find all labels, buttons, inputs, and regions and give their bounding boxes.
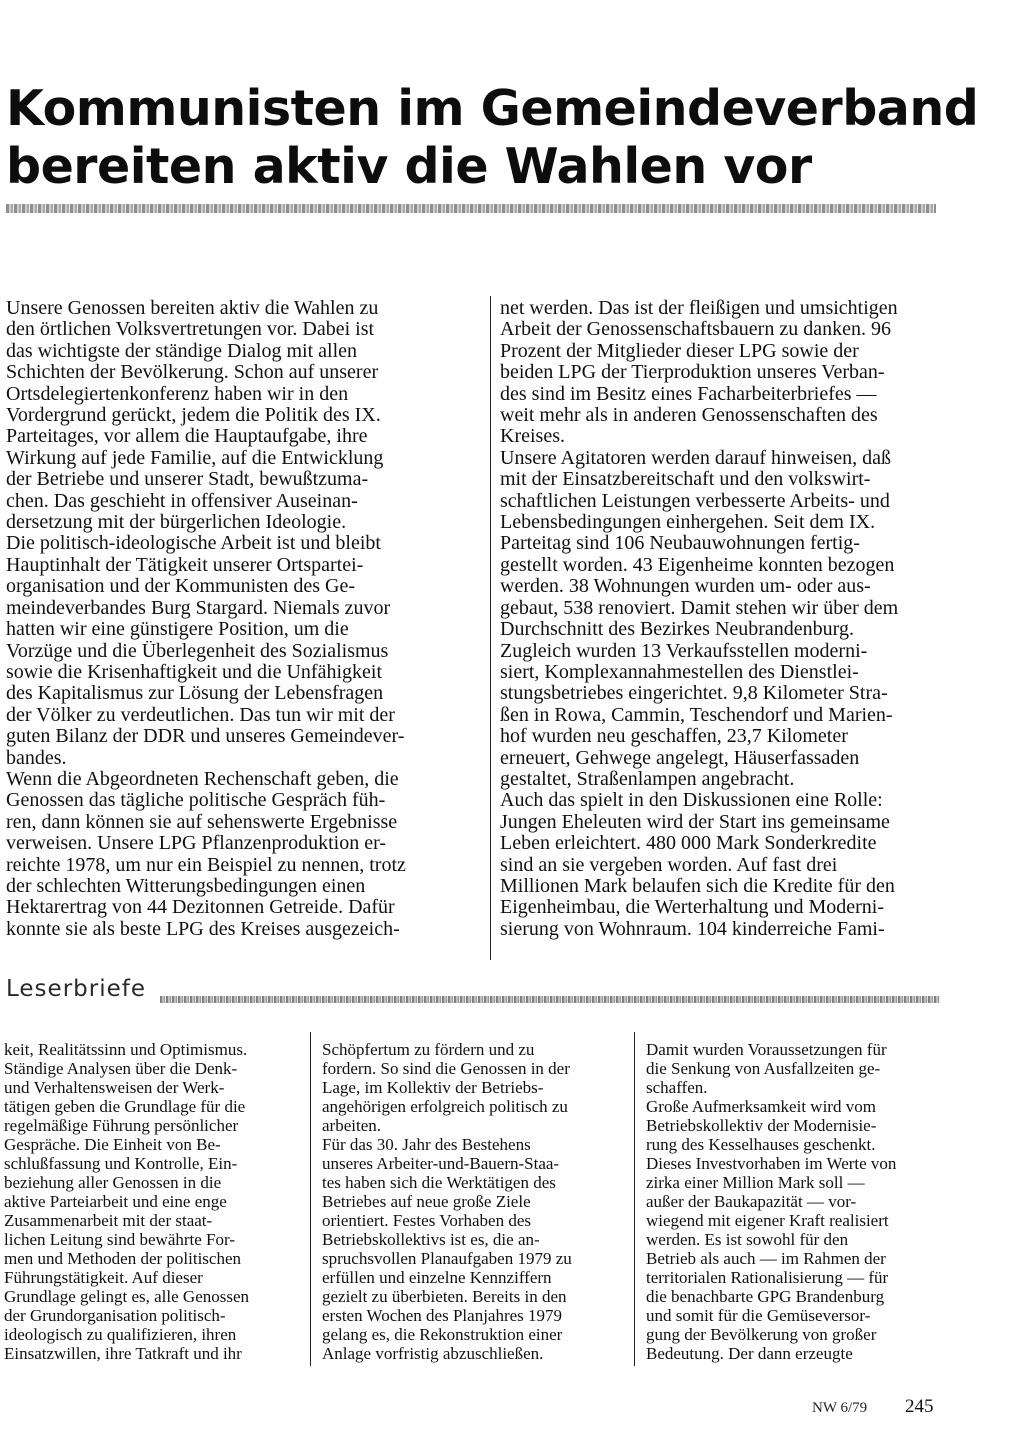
article-text-line: Parteitag sind 106 Neubauwohnungen fertig-: [500, 533, 860, 555]
article-column-left: [6, 298, 480, 940]
letter-text-line: gelang es, die Rekonstruktion einer: [322, 1325, 563, 1344]
article-text-line: chen. Das geschieht in offensiver Auseinan-: [6, 490, 358, 512]
article-text-line: der Betriebe und unserer Stadt, bewußtzuma-: [6, 469, 369, 491]
article-text-line: erneuert, Gehwege angelegt, Häuserfassaden: [500, 747, 860, 769]
article-text-line: der schlechten Witterungsbedingungen einen: [6, 875, 366, 897]
letter-text-line: erfüllen und einzelne Kennziffern: [322, 1268, 552, 1287]
article-text-line: Ortsdelegiertenkonferenz haben wir in den: [6, 383, 349, 405]
letter-text-line: Bedeutung. Der dann erzeugte: [646, 1344, 853, 1363]
letter-text-line: ideologisch zu qualifizieren, ihren: [4, 1325, 237, 1344]
article-text-line: Prozent der Mitglieder dieser LPG sowie der: [500, 340, 859, 362]
letter-text-line: unseres Arbeiter-und-Bauern-Staa-: [322, 1154, 560, 1173]
letter-text-line: Betriebes auf neue große Ziele: [322, 1192, 531, 1211]
article-text-line: Lebensbedingungen einhergehen. Seit dem IX.: [500, 512, 876, 534]
article-text-line: sierung von Wohnraum. 104 kinderreiche Fami-: [500, 918, 885, 940]
letter-text-line: rung des Kesselhauses geschenkt.: [646, 1135, 876, 1154]
letter-text-line: ersten Wochen des Planjahres 1979: [322, 1306, 563, 1325]
column-divider: [490, 296, 491, 960]
article-text-line: Unsere Agitatoren werden darauf hinweisen, daß: [500, 447, 891, 469]
article-text-line: der Völker zu verdeutlichen. Das tun wir mit der: [6, 704, 395, 726]
article-text-line: Vorzüge und die Überlegenheit des Sozialismus: [6, 640, 389, 662]
article-text-line: Jungen Eheleuten wird der Start ins gemeinsame: [500, 811, 890, 833]
article-text-line: dersetzung mit der bürgerlichen Ideologie.: [6, 512, 347, 534]
letters-column-3: [646, 1040, 938, 1363]
letter-text-line: arbeiten.: [322, 1116, 381, 1135]
article-text-line: Unsere Genossen bereiten aktiv die Wahlen zu: [6, 298, 379, 319]
article-text-line: des sind im Besitz eines Facharbeiterbriefes —: [500, 383, 877, 405]
page-number: 245: [905, 1396, 934, 1417]
letter-text-line: Große Aufmerksamkeit wird vom: [646, 1097, 876, 1116]
letters-divider-1: [310, 1032, 311, 1366]
letter-text-line: Damit wurden Voraussetzungen für: [646, 1040, 887, 1059]
letter-text-line: schaffen.: [646, 1078, 708, 1097]
letter-text-line: und somit für die Gemüseversor-: [646, 1306, 871, 1325]
letter-text-line: Führungstätigkeit. Auf dieser: [4, 1268, 203, 1287]
letters-divider-2: [634, 1032, 635, 1366]
article-text-line: Zugleich wurden 13 Verkaufsstellen moderni-: [500, 640, 868, 662]
section-label: Leserbriefe: [6, 976, 146, 1002]
letter-text-line: orientiert. Festes Vorhaben des: [322, 1211, 531, 1230]
letter-text-line: Grundlage gelingt es, alle Genossen: [4, 1287, 250, 1306]
article-text-line: beiden LPG der Tierproduktion unseres Verban-: [500, 362, 885, 384]
letter-text-line: schlußfassung und Kontrolle, Ein-: [4, 1154, 238, 1173]
letters-column-2: [322, 1040, 616, 1363]
article-text-line: ßen in Rowa, Cammin, Teschendorf und Marien-: [500, 704, 893, 726]
letter-text-line: tätigen geben die Grundlage für die: [4, 1097, 246, 1116]
letter-text-line: tes haben sich die Werktätigen des: [322, 1173, 556, 1192]
article-text-line: Wenn die Abgeordneten Rechenschaft geben, die: [6, 768, 399, 790]
letter-text-line: spruchsvollen Planaufgaben 1979 zu: [322, 1249, 572, 1268]
article-text-line: sind an sie vergeben worden. Auf fast drei: [500, 854, 838, 876]
article-text-line: bandes.: [6, 747, 67, 769]
letter-text-line: gezielt zu überbieten. Bereits in den: [322, 1287, 567, 1306]
article-text-line: Parteitages, vor allem die Hauptaufgabe, ihre: [6, 426, 368, 448]
letter-text-line: werden. Es ist sowohl für den: [646, 1230, 849, 1249]
article-text-line: guten Bilanz der DDR und unseres Gemeindever-: [6, 726, 405, 748]
article-text-line: reichte 1978, um nur ein Beispiel zu nennen, trotz: [6, 854, 406, 876]
article-text-line: gestellt worden. 43 Eigenheime konnten bezogen: [500, 554, 895, 576]
article-column-right: [500, 298, 946, 940]
journal-reference: NW 6/79: [812, 1400, 868, 1416]
article-text-line: Kreises.: [500, 426, 565, 448]
article-text-line: gebaut, 538 renoviert. Damit stehen wir über dem: [500, 597, 899, 619]
article-text-line: mit der Einsatzbereitschaft und den volkswirt-: [500, 469, 871, 491]
letter-text-line: gung der Bevölkerung von großer: [646, 1325, 877, 1344]
letter-text-line: Dieses Investvorhaben im Werte von: [646, 1154, 897, 1173]
letter-text-line: Betriebskollektivs ist es, die an-: [322, 1230, 540, 1249]
article-text-line: organisation und der Kommunisten des Ge-: [6, 576, 356, 598]
article-text-line: Hektarertrag von 44 Dezitonnen Getreide. Dafür: [6, 897, 395, 919]
letter-text-line: zirka einer Million Mark soll —: [646, 1173, 865, 1192]
section-rule: [160, 996, 940, 1003]
letter-text-line: Betriebskollektiv der Modernisie-: [646, 1116, 877, 1135]
letter-text-line: aktive Parteiarbeit und eine enge: [4, 1192, 227, 1211]
article-text-line: net werden. Das ist der fleißigen und umsichtigen: [500, 298, 898, 319]
letter-text-line: angehörigen erfolgreich politisch zu: [322, 1097, 568, 1116]
article-text-line: Arbeit der Genossenschaftsbauern zu danken. 96: [500, 319, 891, 341]
letter-text-line: Zusammenarbeit mit der staat-: [4, 1211, 213, 1230]
article-text-line: Genossen das tägliche politische Gespräch füh-: [6, 790, 386, 812]
article-text-line: meindeverbandes Burg Stargard. Niemals zuvor: [6, 597, 391, 619]
letter-text-line: die Senkung von Ausfallzeiten ge-: [646, 1059, 881, 1078]
article-text-line: Durchschnitt des Bezirkes Neubrandenburg.: [500, 619, 854, 641]
article-text-line: werden. 38 Wohnungen wurden um- oder aus-: [500, 576, 871, 598]
article-text-line: Eigenheimbau, die Werterhaltung und Moderni-: [500, 897, 885, 919]
letter-text-line: Schöpfertum zu fördern und zu: [322, 1040, 535, 1059]
letter-text-line: Betrieb als auch — im Rahmen der: [646, 1249, 886, 1268]
article-text-line: Hauptinhalt der Tätigkeit unserer Ortspartei-: [6, 554, 364, 576]
article-text-line: verweisen. Unsere LPG Pflanzenproduktion er-: [6, 833, 387, 855]
letter-text-line: men und Methoden der politischen: [4, 1249, 242, 1268]
letter-text-line: wiegend mit eigener Kraft realisiert: [646, 1211, 889, 1230]
article-text-line: konnte sie als beste LPG des Kreises ausgezeich-: [6, 918, 400, 940]
letter-text-line: territorialen Rationalisierung — für: [646, 1268, 889, 1287]
article-text-line: schaftlichen Leistungen verbesserte Arbeits- und: [500, 490, 890, 512]
letter-text-line: Gespräche. Die Einheit von Be-: [4, 1135, 221, 1154]
article-text-line: weit mehr als in anderen Genossenschaften des: [500, 405, 878, 427]
article-text-line: Die politisch-ideologische Arbeit ist und bleibt: [6, 533, 381, 555]
article-text-line: ren, dann können sie auf sehenswerte Ergebnisse: [6, 811, 398, 833]
letter-text-line: die benachbarte GPG Brandenburg: [646, 1287, 885, 1306]
letters-column-1: [4, 1040, 296, 1363]
article-text-line: hof wurden neu geschaffen, 23,7 Kilometer: [500, 726, 848, 748]
article-text-line: siert, Komplexannahmestellen des Dienstlei-: [500, 661, 859, 683]
article-text-line: Wirkung auf jede Familie, auf die Entwicklung: [6, 447, 384, 469]
article-text-line: Millionen Mark belaufen sich die Kredite für den: [500, 875, 895, 897]
letter-text-line: und Verhaltensweisen der Werk-: [4, 1078, 225, 1097]
article-text-line: hatten wir eine günstigere Position, um die: [6, 619, 349, 641]
article-text-line: das wichtigste der ständige Dialog mit allen: [6, 340, 358, 362]
letter-text-line: Ständige Analysen über die Denk-: [4, 1059, 238, 1078]
article-text-line: sowie die Krisenhaftigkeit und die Unfähigkeit: [6, 661, 383, 683]
article-text-line: Auch das spielt in den Diskussionen eine Rolle:: [500, 790, 883, 812]
article-text-line: Vordergrund gerückt, jedem die Politik des IX.: [6, 405, 381, 427]
article-text-line: gestaltet, Straßenlampen angebracht.: [500, 768, 795, 790]
letter-text-line: regelmäßige Führung persönlicher: [4, 1116, 239, 1135]
letter-text-line: Anlage vorfristig abzuschließen.: [322, 1344, 544, 1363]
letter-text-line: Lage, im Kollektiv der Betriebs-: [322, 1078, 544, 1097]
letter-text-line: keit, Realitätssinn und Optimismus.: [4, 1040, 248, 1059]
letter-text-line: fordern. So sind die Genossen in der: [322, 1059, 570, 1078]
article-headline: [6, 80, 1006, 196]
letter-text-line: beziehung aller Genossen in die: [4, 1173, 222, 1192]
letter-text-line: außer der Baukapazität — vor-: [646, 1192, 857, 1211]
letter-text-line: Für das 30. Jahr des Bestehens: [322, 1135, 531, 1154]
headline-rule: [6, 204, 936, 213]
article-text-line: den örtlichen Volksvertretungen vor. Dabei ist: [6, 319, 375, 341]
letter-text-line: lichen Leitung sind bewährte For-: [4, 1230, 235, 1249]
article-text-line: Leben erleichtert. 480 000 Mark Sonderkredite: [500, 833, 877, 855]
article-text-line: des Kapitalismus zur Lösung der Lebensfragen: [6, 683, 384, 705]
letter-text-line: Einsatzwillen, ihre Tatkraft und ihr: [4, 1344, 242, 1363]
article-text-line: stungsbetriebes eingerichtet. 9,8 Kilometer Stra-: [500, 683, 888, 705]
letter-text-line: der Grundorganisation politisch-: [4, 1306, 226, 1325]
headline-line-2: bereiten aktiv die Wahlen vor: [6, 138, 812, 195]
headline-line-1: Kommunisten im Gemeindeverband: [6, 80, 979, 137]
article-text-line: Schichten der Bevölkerung. Schon auf unserer: [6, 362, 379, 384]
